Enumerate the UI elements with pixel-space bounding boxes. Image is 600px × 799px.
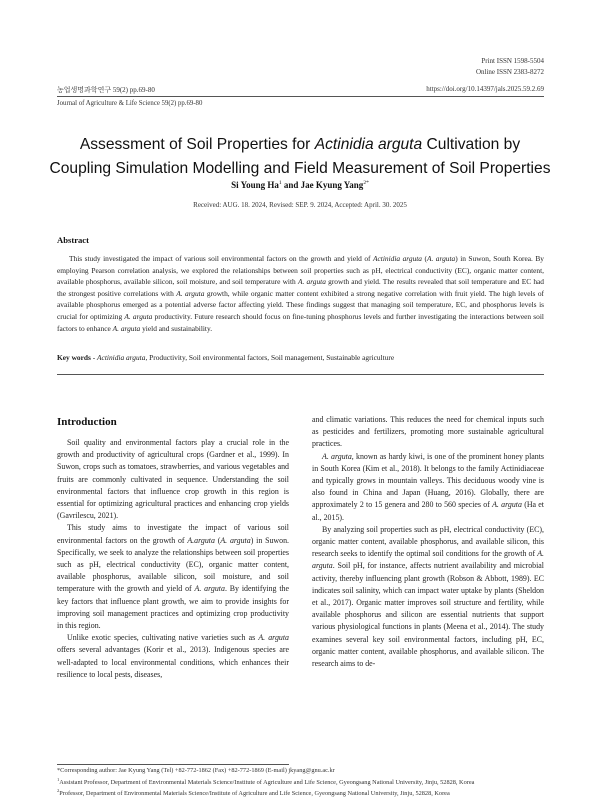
authors [0,180,600,190]
doi-link[interactable]: https://doi.org/10.14397/jals.2025.59.2.69 [426,85,544,93]
intro-paragraph-3-cont: and climatic variations. This reduces the need for chemical inputs such as pesticides and fertilizers, promoting more sustainable agricultural practices. [312,415,544,449]
footnote-affiliation-2: $^2$Professor, Department of Environmental Materials Science/Institute of Agriculture and Life Science, Gyeongsang National University, Jinju, 52828, Korea [57,788,450,798]
intro-paragraph-3: Unlike exotic species, cultivating native varieties such as A. arguta offers several advantages (Korir et al., 2013). Indigenous species are well-adapted to local environmental conditions, which enhances their resilience to local pests, diseases, [57,633,289,679]
column-right [312,414,544,670]
journal-korean: 농업생명과학연구 59(2) pp.69-80 [57,86,155,94]
author-and: and [281,180,301,190]
intro-paragraph-1: Soil quality and environmental factors play a crucial role in the growth and productivity of agricultural crops (Gardner et al., 1999). In Suwon, crops such as tomatoes, strawberries, and various vegetables and fruits are commonly cultivated in sequence. Understanding the soil environmental factors that influence crop growth in this region is essential for optimizing agricultural practices and enhancing crop yields (Gavrilescu, 2021). [57,438,289,521]
header-rule [57,96,544,97]
footnote-corresponding: *Corresponding author: Jae Kyung Yang (Tel) +82-772-1862 (Fax) +82-772-1869 (E-mail) jkyang@gnu.ac.kr [57,767,335,774]
abstract-body: This study investigated the impact of various soil environmental factors on the growth and yield of Actinidia arguta (A. arguta) in Suwon, South Korea. By employing Pearson correlation analysis, we explored the relationships between soil properties such as pH, electrical conductivity (EC), organic matter content, available phosphorus, available silicon, soil moisture, and soil temperature with A. arguta growth and yield. The results revealed that soil temperature and EC had the strongest positive correlations with A. arguta growth, while organic matter content exhibited a strong negative correlation with fruit yield. The high levels of available phosphorus emerged as a potential adverse factor affecting yield. These findings suggest that managing soil temperature, EC, and phosphorus levels is crucial for optimizing A. arguta productivity. Future research should focus on fine-tuning phosphorus levels and further investigating the interactions between soil factors to enhance A. arguta yield and sustainability. [57,254,545,333]
abstract-rule [57,374,544,375]
issn-block [476,56,544,77]
abstract-heading: Abstract [57,235,89,245]
received-dates: Received: AUG. 18. 2024, Revised: SEP. 9. 2024, Accepted: April. 30. 2025 [193,201,407,209]
paper-title [40,133,560,181]
keywords-label: Key words [57,353,91,362]
intro-paragraph-2: This study aims to investigate the impact of various soil environmental factors on the growth of A.arguta (A. arguta) in Suwon. Specifically, we seek to analyze the relationships between soil properties such as pH, electrical conductivity (EC), organic matter content, available phosphorus, available silicon, soil moisture, and soil temperature with the growth and yield of A. arguta. By identifying the key factors that influence plant growth, we aim to provide insights for improving soil management practices and optimizing crop productivity in this region. [57,523,289,631]
footnotes [57,767,544,799]
title-line-2: Coupling Simulation Modelling and Field Measurement of Soil Properties [49,160,551,177]
print-issn: Print ISSN 1598-5504 [481,57,544,65]
title-species: Actinidia arguta [314,136,423,153]
keywords: Key words - Actinidia arguta, Productivity, Soil environmental factors, Soil management, Sustainable agriculture [57,353,395,362]
journal-english: Journal of Agriculture & Life Science 59(2) pp.69-80 [57,100,203,107]
author-2: Jae Kyung Yang [300,180,364,190]
introduction-heading: Introduction [57,416,117,428]
title-line-1 [40,133,560,157]
footnote-affiliation-1: $^1$Assistant Professor, Department of Environmental Materials Science/Institute of Agriculture and Life Science, Gyeongsang National University, Jinju, 52828, Korea [57,776,475,786]
footnote-rule [57,764,289,765]
title-text: Cultivation by [422,136,521,153]
online-issn: Online ISSN 2383-8272 [475,67,544,76]
author-1-affil: 1 [278,180,282,186]
intro-paragraph-4: A. arguta, known as hardy kiwi, is one of the prominent honey plants in South Korea (Kim et al., 2018). It belongs to the family Actinidiaceae and typically grows in mountain valleys. This deciduous woody vine is also found in China and Japan (Huang, 2016). Globally, there are approximately 2 to 15 genera and 280 to 560 species of A. arguta (Ha et al., 2015). [312,451,544,522]
author-1: Si Young Ha [231,180,279,190]
author-2-affil: 2* [363,180,369,186]
column-left [57,437,289,681]
intro-paragraph-5: By analyzing soil properties such as pH, electrical conductivity (EC), organic matter content, available phosphorus, and available silicon, this research seeks to identify the optimal soil conditions for the growth of A. arguta. Soil pH, for instance, affects nutrient availability and microbial activity, thereby influencing plant growth (Robson & Abbott, 1989). EC indicates soil salinity, which can impact water uptake by plants (Sheldon et al., 2017). Organic matter improves soil structure and fertility, while available phosphorus and silicon are essential nutrients that support various physiological functions in plants (Meena et al., 2014). The study examines several key soil environmental factors, including pH, EC, organic matter content, available phosphorus, and available silicon. The research aims to de- [312,524,544,669]
title-text: Assessment of Soil Properties for [79,136,315,153]
